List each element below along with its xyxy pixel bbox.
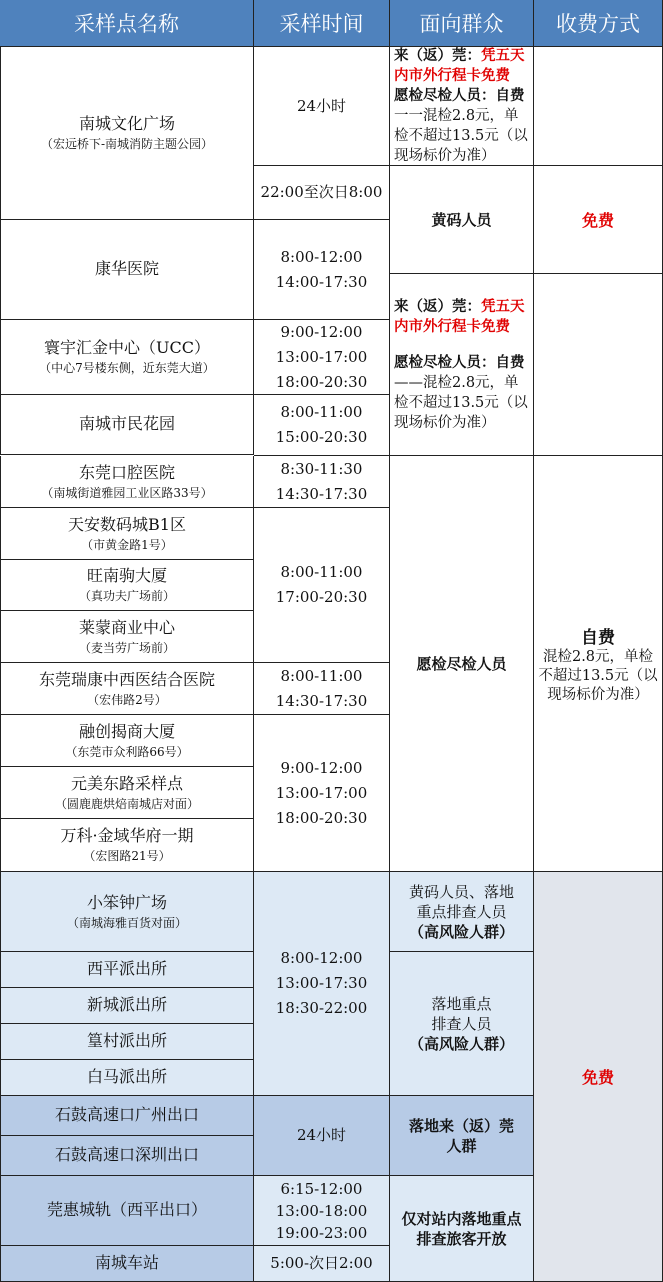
time-slot: 5:00-次日2:00 [270, 1254, 373, 1272]
site-row [0, 220, 254, 320]
site-name: 东莞瑞康中西医结合医院 [38, 669, 215, 689]
site-address: （南城街道雅园工业区路33号） [41, 485, 213, 500]
site-address: （东莞市众利路66号） [65, 744, 189, 759]
time-slot: 9:00-12:00 [280, 758, 363, 777]
group-high-risk-2 [390, 952, 534, 1096]
time-slot: 18:00-20:30 [275, 372, 368, 391]
site-name: 元美东路采样点 [70, 773, 183, 793]
site-row [0, 1176, 254, 1246]
site-row [0, 1096, 254, 1136]
site-row [0, 819, 254, 872]
site-name: 寰宇汇金中心（UCC） [44, 338, 210, 357]
time-slot: 24小时 [296, 1126, 347, 1144]
info2-self-label: 愿检尽检人员：自费 [394, 353, 525, 371]
info1-self-detail: 一一混检2.8元，单检不超过13.5元（以现场标价为准） [394, 108, 528, 164]
site-row [0, 1024, 254, 1060]
info2-line-2 [394, 353, 529, 433]
time-cell [254, 395, 390, 456]
time-cell [254, 872, 390, 1096]
time-slot: 13:00-17:00 [275, 347, 368, 366]
time-slot: 13:00-17:00 [275, 783, 368, 802]
time-cell [254, 1096, 390, 1176]
site-row [0, 663, 254, 715]
time-cell [254, 1246, 390, 1282]
site-name: 康华医院 [94, 258, 159, 278]
site-name: 莞惠城轨（西平出口） [46, 1199, 207, 1219]
time-slot: 24小时 [296, 96, 347, 115]
site-name: 西平派出所 [86, 958, 167, 978]
site-name: 天安数码城B1区 [68, 514, 186, 534]
site-name: 新城派出所 [86, 994, 167, 1014]
time-slot: 8:30-11:30 [280, 459, 363, 478]
site-row [0, 47, 254, 220]
time-cell [254, 1176, 390, 1246]
time-slot: 8:00-11:00 [280, 563, 363, 581]
fee-self-pay [534, 456, 663, 872]
fee-blank-1 [534, 47, 663, 166]
site-address: （宏远桥下-南城消防主题公园） [40, 137, 214, 151]
site-name: 东莞口腔医院 [78, 462, 175, 482]
site-address: （中心7号楼东侧，近东莞大道） [39, 361, 215, 375]
info1-line [394, 47, 529, 86]
time-cell [254, 220, 390, 320]
site-name: 南城文化广场 [78, 114, 175, 133]
fee-self-title: 自费 [581, 627, 615, 648]
site-address: （真功夫广场前） [78, 589, 175, 603]
time-cell [254, 715, 390, 872]
g2-line-1: 落地重点 [431, 994, 492, 1013]
site-name: 篁村派出所 [86, 1030, 167, 1050]
time-cell [254, 47, 390, 166]
site-address: （麦当劳广场前） [78, 640, 175, 655]
g1-line-1: 黄码人员、落地 [408, 882, 514, 901]
site-name: 旺南驹大厦 [86, 566, 167, 585]
time-slot: 14:30-17:30 [275, 691, 368, 710]
g1-line-2: 重点排查人员 [416, 902, 507, 921]
g1-line-3: （高风险人群） [408, 922, 514, 941]
time-slot: 8:00-11:00 [280, 403, 363, 421]
time-slot: 8:00-12:00 [280, 949, 363, 967]
info1-line-2 [394, 86, 529, 166]
site-row [0, 1060, 254, 1096]
site-name: 白马派出所 [86, 1066, 167, 1086]
info2-self-detail: ——混检2.8元，单检不超过13.5元（以现场标价为准） [394, 374, 528, 431]
site-name: 万科·金域华府一期 [60, 826, 194, 845]
site-row [0, 508, 254, 560]
time-slot: 15:00-20:30 [275, 428, 368, 446]
site-address: （圆鹿鹿烘焙南城店对面） [54, 796, 199, 811]
site-row [0, 560, 254, 611]
site-name: 小笨钟广场 [86, 892, 167, 912]
info2-line [394, 297, 529, 337]
time-slot: 13:00-18:00 [275, 1201, 368, 1220]
info1-return-label: 来（返）莞： [394, 47, 481, 64]
site-name: 融创揭商大厦 [78, 721, 175, 741]
time-cell [254, 508, 390, 663]
info2-free-text: 凭五天内市外行程卡免费 [394, 297, 525, 335]
header-fee: 收费方式 [534, 0, 663, 47]
time-slot: 14:30-17:30 [275, 484, 368, 503]
site-row [0, 872, 254, 952]
time-slot: 18:00-20:30 [275, 808, 368, 827]
site-address: （宏图路21号） [83, 849, 171, 863]
time-slot: 18:30-22:00 [275, 999, 368, 1017]
site-row [0, 767, 254, 819]
site-row [0, 988, 254, 1024]
time-slot: 22:00至次日8:00 [260, 183, 383, 201]
group-info-2 [390, 274, 534, 456]
site-row [0, 395, 254, 455]
site-name: 石鼓高速口广州出口 [54, 1104, 199, 1124]
site-row [0, 1136, 254, 1176]
time-slot: 8:00-12:00 [280, 247, 363, 266]
site-name: 南城市民花园 [78, 413, 175, 433]
site-row [0, 456, 254, 508]
site-row [0, 1246, 254, 1282]
time-cell [254, 456, 390, 508]
site-row [0, 715, 254, 767]
time-slot: 19:00-23:00 [275, 1223, 368, 1242]
fee-free-yellow: 免费 [534, 166, 663, 274]
site-address: （南城海雅百货对面） [66, 915, 187, 930]
header-site-name: 采样点名称 [0, 0, 254, 47]
site-name: 石鼓高速口深圳出口 [54, 1144, 199, 1164]
time-cell [254, 663, 390, 715]
group-arrivals: 落地来（返）莞人群 [390, 1096, 534, 1176]
time-slot: 17:00-20:30 [275, 588, 368, 606]
site-address: （市黄金路1号） [81, 537, 173, 552]
fee-blank-2 [534, 274, 663, 456]
header-target-group: 面向群众 [390, 0, 534, 47]
group-station-only: 仅对站内落地重点排查旅客开放 [390, 1176, 534, 1282]
site-name: 莱蒙商业中心 [78, 617, 175, 637]
time-slot: 9:00-12:00 [280, 322, 363, 341]
fee-self-detail: 混检2.8元，单检不超过13.5元（以现场标价为准） [538, 648, 658, 703]
g2-line-3: （高风险人群） [408, 1034, 514, 1053]
g2-line-2: 排查人员 [431, 1014, 492, 1033]
site-row [0, 611, 254, 663]
info1-free-text: 凭五天内市外行程卡免费 [394, 47, 525, 84]
group-info-1 [390, 47, 534, 166]
time-slot: 13:00-17:30 [275, 974, 368, 992]
info1-self-label: 愿检尽检人员：自费 [394, 87, 525, 104]
site-address: （宏伟路2号） [87, 692, 167, 707]
site-row [0, 952, 254, 988]
time-slot: 14:00-17:30 [275, 272, 368, 291]
header-sampling-time: 采样时间 [254, 0, 390, 47]
site-row [0, 320, 254, 395]
time-slot: 8:00-11:00 [280, 666, 363, 685]
group-yellow-code: 黄码人员 [390, 166, 534, 274]
time-cell [254, 166, 390, 220]
fee-free-bottom: 免费 [534, 872, 663, 1282]
group-high-risk-1 [390, 872, 534, 952]
time-cell [254, 320, 390, 395]
site-name: 南城车站 [94, 1252, 159, 1272]
group-willing: 愿检尽检人员 [390, 456, 534, 872]
time-slot: 6:15-12:00 [280, 1179, 363, 1198]
info2-return-label: 来（返）莞： [394, 297, 481, 315]
